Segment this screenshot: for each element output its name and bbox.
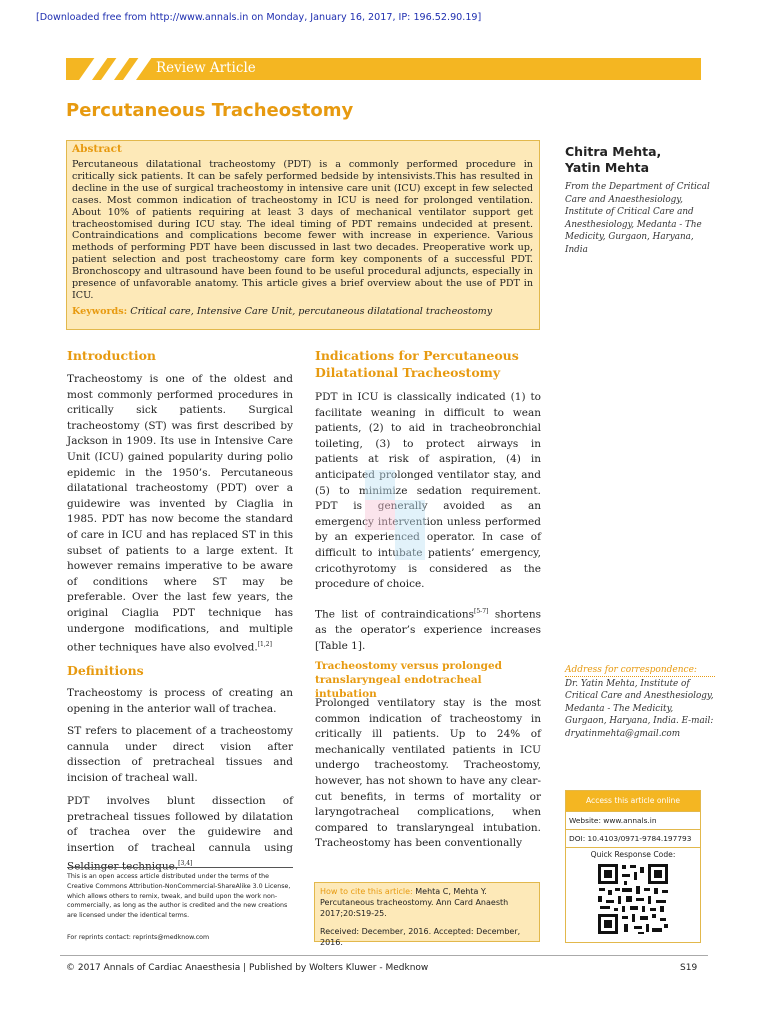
abstract-heading: Abstract xyxy=(72,143,122,155)
page-number: S19 xyxy=(680,963,698,973)
citation-label: How to cite this article: xyxy=(320,887,413,896)
correspondence-text: Dr. Yatin Mehta, Institute of Critical Care and Anesthesiology, Medanta - The Medicity, Gurgaon, Haryana, India. E-mail: dryatinmehta@gmail.com xyxy=(565,679,714,739)
indications-heading-line-1: Indications for Percutaneous xyxy=(315,348,519,363)
introduction-text xyxy=(67,372,293,656)
citation-line xyxy=(320,886,534,919)
citation-box xyxy=(314,882,540,947)
definitions-paragraph-3 xyxy=(67,794,293,875)
subsection-heading-line-1: Tracheostomy versus prolonged xyxy=(315,660,503,672)
indications-paragraph-2 xyxy=(315,604,541,654)
indications-paragraph-1: PDT in ICU is classically indicated (1) to facilitate weaning in difficult to wean patients, (2) to aid in tracheobronchial toileting, (3) to protect airways in patients at risk of aspiration, (4) in anticipated prolonged ventilator stay, and (5) to minimize sedation requirement. PDT is generally avoided as an emergency intervention unless performed by an experienced operator. In case of difficult to intubate patients’ emergency, cricothyrotomy is considered as the procedure of choice. xyxy=(315,391,541,591)
definitions-paragraph-1: Tracheostomy is process of creating an opening in the anterior wall of trachea. xyxy=(67,687,293,715)
footer-rule xyxy=(60,955,708,956)
access-doi[interactable]: DOI: 10.4103/0971-9784.197793 xyxy=(566,829,700,847)
author-line-1: Chitra Mehta, xyxy=(565,144,662,159)
introduction-paragraph: Tracheostomy is one of the oldest and most commonly performed procedures in critically sick patients. Surgical tracheostomy (ST) was first described by Jackson in 1909. Its use in Intensive Care Unit (ICU) gained popularity during polio epidemic in the 1950’s. Percutaneous dilatational tracheostomy (PDT) over a guidewire was invented by Ciaglia in 1985. PDT has now become the standard of care in ICU and has replaced ST in this subset of patients to a large extent. It however remains imperative to be aware of conditions where ST may be preferable. Over the last few years, the original Ciaglia PDT technique has undergone modifications, and multiple other techniques have also evolved. xyxy=(67,373,293,654)
keywords-label: Keywords: xyxy=(72,305,128,317)
article-title: Percutaneous Tracheostomy xyxy=(66,100,354,121)
definitions-paragraph-3-text: PDT involves blunt dissection of pretracheal tissues followed by dilatation of trachea over the guidewire and insertion of tracheal cannula using Seldinger technique. xyxy=(67,795,293,873)
definitions-ref: [3,4] xyxy=(178,860,193,868)
introduction-heading: Introduction xyxy=(67,348,157,363)
author-line-2: Yatin Mehta xyxy=(565,160,650,175)
indications-p2-start: The list of contraindications xyxy=(315,608,475,621)
received-accepted: Received: December, 2016. Accepted: December, 2016. xyxy=(320,927,521,947)
article-type-banner xyxy=(66,58,701,80)
article-type-label: Review Article xyxy=(156,60,256,76)
indications-ref: [5-7] xyxy=(474,608,489,615)
abstract-text: Percutaneous dilatational tracheostomy (PDT) is a commonly performed procedure in critically sick patients. It can be safely performed bedside by intensivists.This has resulted in decline in the use of surgical tracheostomy in intensive care unit (ICU) except in few selected cases. Most common indication of tracheostomy in ICU is need for prolonged ventilation. About 10% of patients requiring at least 3 days of mechanical ventilator support get tracheostomised during ICU stay. The ideal timing of PDT remains undecided at present. Contraindications and complications become fewer with increase in experience. Various methods of performing PDT have been discussed in last two decades. Preoperative work up, patient selection and post tracheostomy care form key components of a successful PDT. Bronchoscopy and ultrasound have been found to be useful procedural adjuncts, especially in presence of unfavorable anatomy. This article gives a brief overview about the use of PDT in ICU. xyxy=(72,159,533,301)
correspondence-heading: Address for correspondence: xyxy=(565,665,715,677)
keywords-text: Critical care, Intensive Care Unit, percutaneous dilatational tracheostomy xyxy=(130,305,493,317)
open-access-notice: This is an open access article distributed under the terms of the Creative Commons Attribution-NonCommercial-ShareAlike 3.0 License, which allows others to remix, tweak, and build upon the work non-commercially, as long as the author is credited and the new creations are licensed under the identical terms. xyxy=(67,867,293,921)
subsection-heading-line-2: translaryngeal endotracheal intubation xyxy=(315,674,482,700)
indications-heading-line-2: Dilatational Tracheostomy xyxy=(315,365,501,380)
subsection-text: Prolonged ventilatory stay is the most common indication of tracheostomy in critically ill patients. Up to 24% of mechanically ventilated patients in ICU undergo tracheostomy. Tracheostomy, however, has not shown to have any clear-cut benefits, in terms of mortality or laryngotracheal complications, when compared to translaryngeal intubation. Tracheostomy has been conventionally xyxy=(315,697,541,850)
author-names xyxy=(565,144,661,176)
reprints-contact: For reprints contact: reprints@medknow.com xyxy=(67,934,210,941)
definitions-paragraph-2: ST refers to placement of a tracheostomy cannula under direct vision after dissection of pretracheal tissues and incision of tracheal wall. xyxy=(67,725,293,784)
introduction-ref: [1,2] xyxy=(257,641,272,649)
qr-label: Quick Response Code: xyxy=(566,847,700,859)
abstract-box xyxy=(66,140,540,330)
qr-code-icon[interactable] xyxy=(596,862,670,936)
indications-p2-end: shortens as the operator’s experience increases [Table 1]. xyxy=(315,608,541,652)
subsection-heading xyxy=(315,659,541,701)
citation-text: Mehta C, Mehta Y. Percutaneous tracheostomy. Ann Card Anaesth 2017;20:S19-25. xyxy=(320,887,509,918)
footer-text: © 2017 Annals of Cardiac Anaesthesia | Published by Wolters Kluwer - Medknow xyxy=(66,963,429,973)
access-box xyxy=(565,790,701,943)
watermark-logo xyxy=(345,460,435,570)
keywords-line xyxy=(72,306,533,318)
access-heading: Access this article online xyxy=(566,791,700,811)
indications-heading xyxy=(315,347,541,381)
access-website[interactable]: Website: www.annals.in xyxy=(566,811,700,829)
author-affiliation: From the Department of Critical Care and Anaesthesiology, Institute of Critical Care and Anesthesiology, Medanta - The Medicity, Gurgaon, Haryana, India xyxy=(565,182,710,255)
definitions-heading: Definitions xyxy=(67,663,144,678)
download-notice: [Downloaded free from http://www.annals.in on Monday, January 16, 2017, IP: 196.52.90.19] xyxy=(36,12,482,23)
